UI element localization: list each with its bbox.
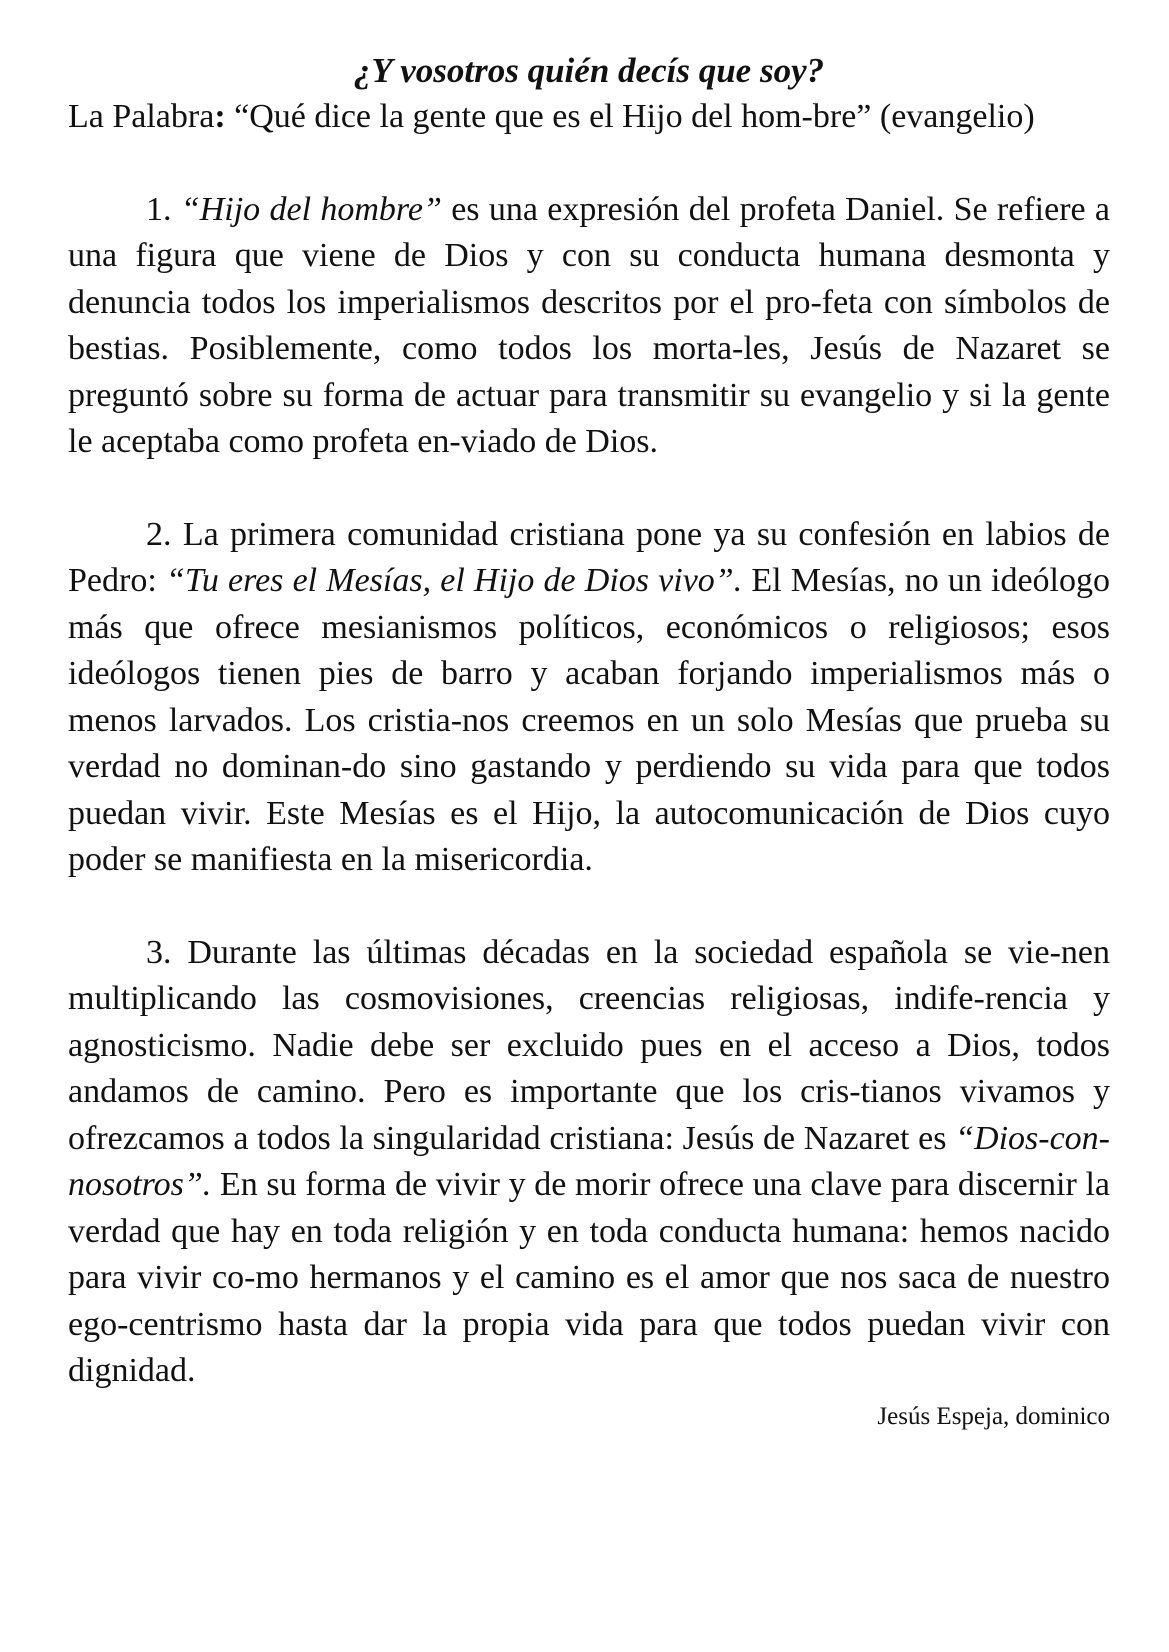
author-signature: Jesús Espeja, dominico — [877, 1402, 1110, 1430]
intro-colon: : — [214, 98, 226, 135]
document-title: ¿Y vosotros quién decís que soy? — [353, 51, 825, 90]
document-page — [68, 48, 1110, 1433]
paragraph-2-lead: 2. La primera comunidad cristiana pone ya su confesión en labios de Pedro: — [68, 515, 1110, 599]
paragraph-3-lead: 3. Durante las últimas décadas en la sociedad española se vie-nen multiplicando las cosmovisiones, creencias religiosas, indife-rencia y agnosticismo. Nadie debe ser excluido pues en el acceso a Dios, todos andamos de camino. Pero es importante que los cris-tianos vivamos y ofrezcamos a todos la singularidad cristiana: Jesús de Nazaret es — [68, 933, 1110, 1157]
paragraph-1-lead: 1. — [146, 190, 181, 228]
paragraph-3-quote: “Dios-con-nosotros”. — [68, 1119, 1110, 1203]
intro-line — [68, 94, 1110, 141]
paragraph-1 — [68, 187, 1110, 466]
paragraph-2 — [68, 512, 1110, 884]
intro-text: “Qué dice la gente que es el Hijo del hom-bre” (evangelio) — [225, 98, 1035, 135]
paragraph-1-quote: “Hijo del hombre” — [180, 190, 442, 228]
paragraph-1-rest: es una expresión del profeta Daniel. Se refiere a una figura que viene de Dios y con su conducta humana desmonta y denuncia todos los imperialismos descritos por el pro-feta con símbolos de bestias. Posiblemente, como todos los morta-les, Jesús de Nazaret se preguntó sobre su forma de actuar para transmitir su evangelio y si la gente le aceptaba como profeta en-viado de Dios. — [68, 190, 1111, 460]
intro-label: La Palabra — [68, 98, 215, 135]
paragraph-3-rest: En su forma de vivir y de morir ofrece una clave para discernir la verdad que hay en toda religión y en toda conducta humana: hemos nacido para vivir co-mo hermanos y el camino es el amor que nos saca de nuestro ego-centrismo hasta dar la propia vida para que todos puedan vivir con dignidad. — [68, 1166, 1110, 1389]
paragraph-2-quote: “Tu eres el Mesías, el Hijo de Dios vivo”. — [165, 562, 743, 599]
paragraph-2-rest: El Mesías, no un ideólogo más que ofrece mesianismos políticos, económicos o religiosos; esos ideólogos tienen pies de barro y acaban forjando imperialismos más o menos larvados. Los cristia-nos creemos en un solo Mesías que prueba su verdad no dominan-do sino gastando y perdiendo su vida para que todos puedan vivir. Este Mesías es el Hijo, la autocomunicación de Dios cuyo poder se manifiesta en la misericordia. — [68, 562, 1110, 878]
paragraph-3 — [68, 930, 1110, 1395]
